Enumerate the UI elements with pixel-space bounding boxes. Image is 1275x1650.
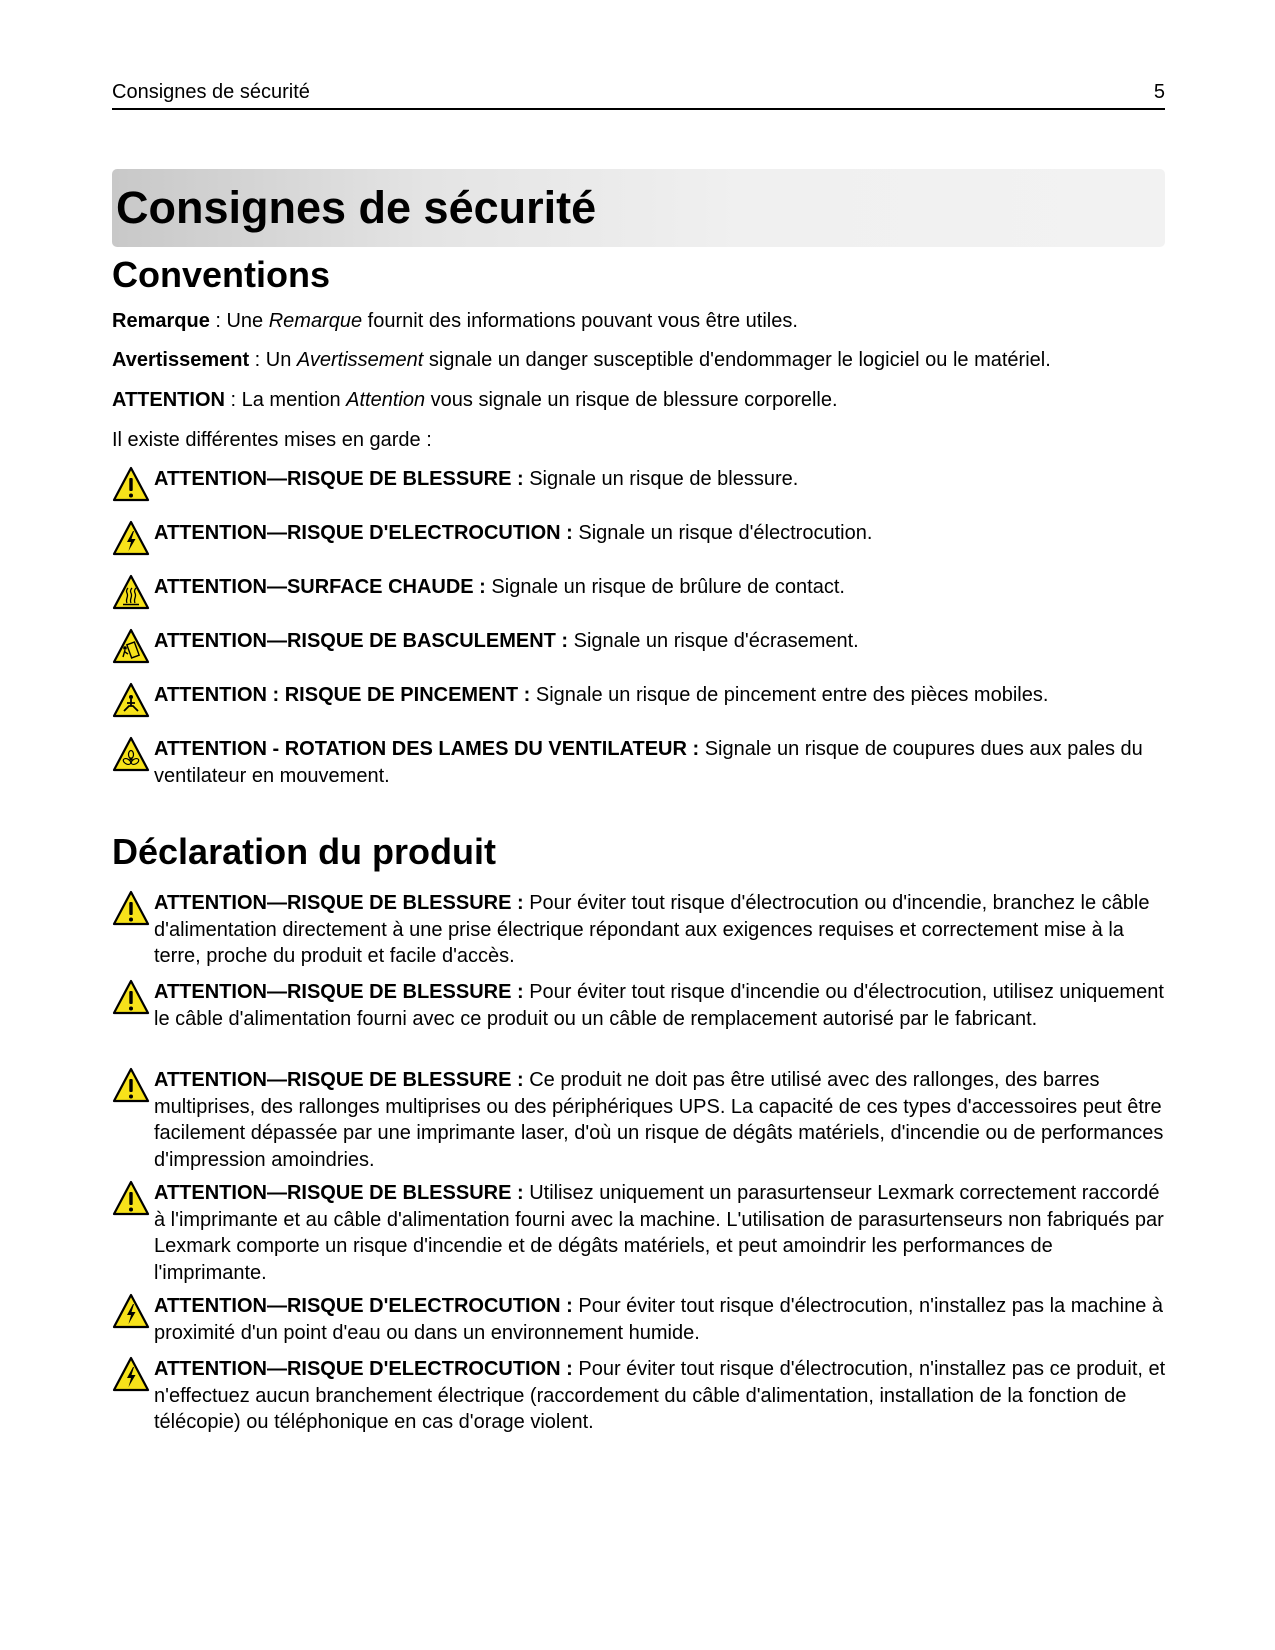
running-header bbox=[112, 82, 1165, 110]
electric-shock-icon bbox=[112, 520, 150, 556]
section-title-conventions: Conventions bbox=[112, 254, 331, 295]
convention-avertissement: Avertissement : Un Avertissement signale un danger susceptible d'endommager le logiciel ou le matériel. bbox=[112, 349, 1051, 371]
tipping-hazard-icon bbox=[112, 628, 150, 664]
convention-attention: ATTENTION : La mention Attention vous signale un risque de blessure corporelle. bbox=[112, 389, 838, 411]
warning-exclamation-icon bbox=[112, 1067, 150, 1103]
header-section-title: Consignes de sécurité bbox=[112, 81, 310, 103]
convention-intro: Il existe différentes mises en garde : bbox=[112, 429, 432, 451]
warning-exclamation-icon bbox=[112, 466, 150, 502]
section-title-declaration: Déclaration du produit bbox=[112, 831, 497, 872]
warning-exclamation-icon bbox=[112, 890, 150, 926]
warning-exclamation-icon bbox=[112, 1180, 150, 1216]
pinch-hazard-icon bbox=[112, 682, 150, 718]
warning-exclamation-icon bbox=[112, 979, 150, 1015]
electric-shock-icon bbox=[112, 1356, 150, 1392]
page-number: 5 bbox=[1153, 81, 1165, 103]
electric-shock-icon bbox=[112, 1293, 150, 1329]
hot-surface-icon bbox=[112, 574, 150, 610]
chapter-banner bbox=[112, 169, 1165, 247]
convention-remarque: Remarque : Une Remarque fournit des informations pouvant vous être utiles. bbox=[112, 310, 798, 332]
fan-blade-icon bbox=[112, 736, 150, 772]
chapter-title: Consignes de sécurité bbox=[116, 182, 597, 233]
